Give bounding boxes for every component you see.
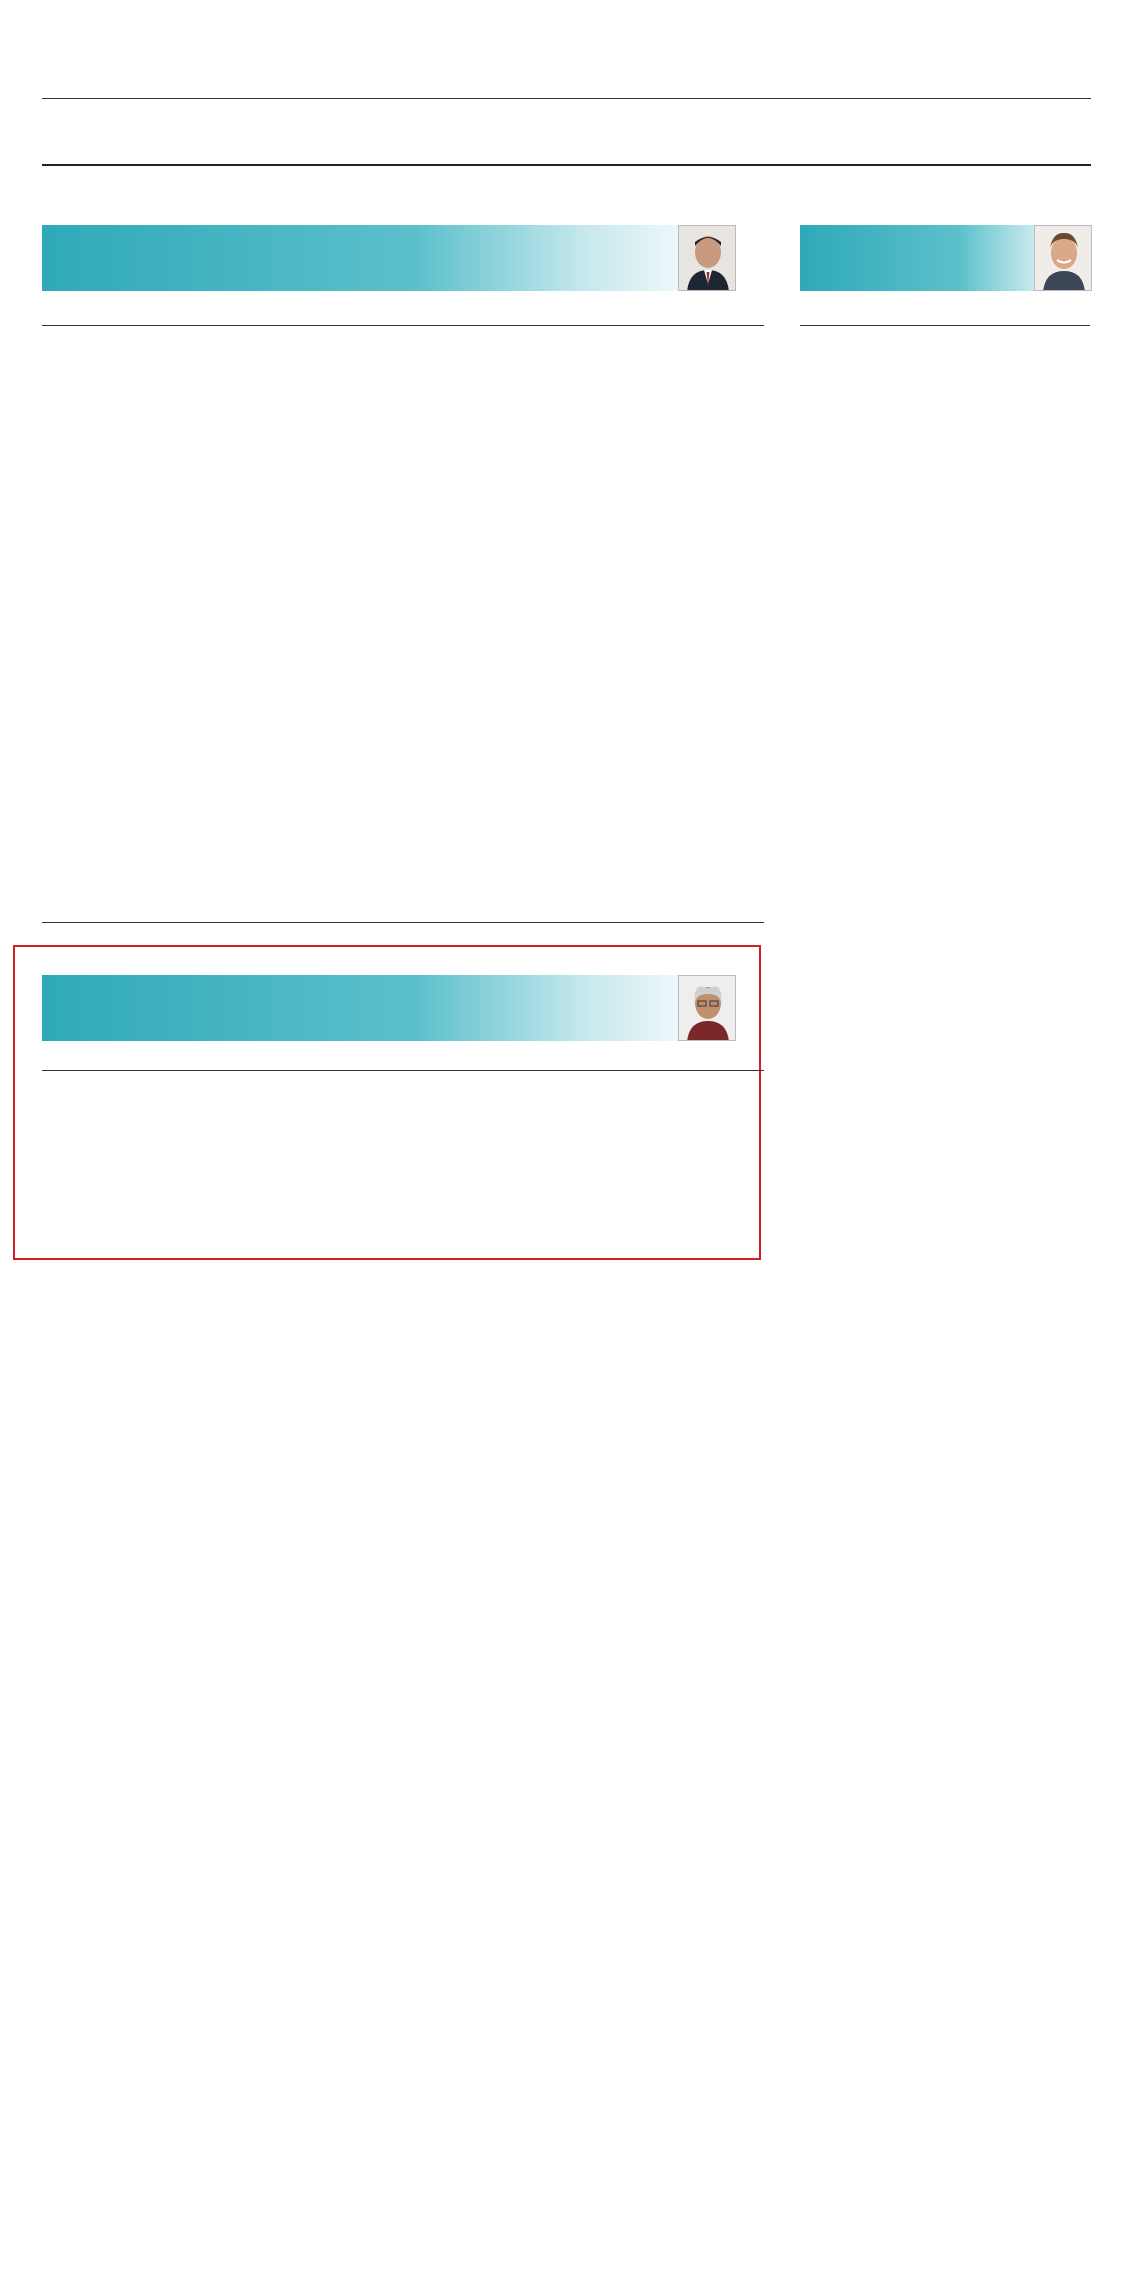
author-band-cabrera xyxy=(42,975,722,1041)
section-divider xyxy=(42,922,764,923)
author-photo-icon xyxy=(678,975,736,1041)
article-column-3 xyxy=(526,1150,751,1240)
author-photo-icon xyxy=(678,225,736,291)
headline-rule xyxy=(800,325,1090,326)
article-column-1 xyxy=(800,398,1090,775)
article-column-2 xyxy=(284,1150,509,1250)
article-column-2 xyxy=(284,398,509,723)
author-band-nieto xyxy=(42,225,722,291)
headline-rule xyxy=(42,1070,764,1071)
headline-rule xyxy=(42,325,764,326)
pull-quote xyxy=(284,725,509,905)
header-rule-thick xyxy=(42,164,1091,166)
article-column-1 xyxy=(42,398,267,893)
header-rule xyxy=(42,98,1091,99)
article-column-3 xyxy=(526,398,751,888)
article-column-2a xyxy=(800,780,930,1095)
author-photo-icon xyxy=(1034,225,1092,291)
article-column-1 xyxy=(42,1150,267,1251)
article-column-2b xyxy=(800,1100,1090,1260)
pull-quote xyxy=(940,780,1092,1095)
